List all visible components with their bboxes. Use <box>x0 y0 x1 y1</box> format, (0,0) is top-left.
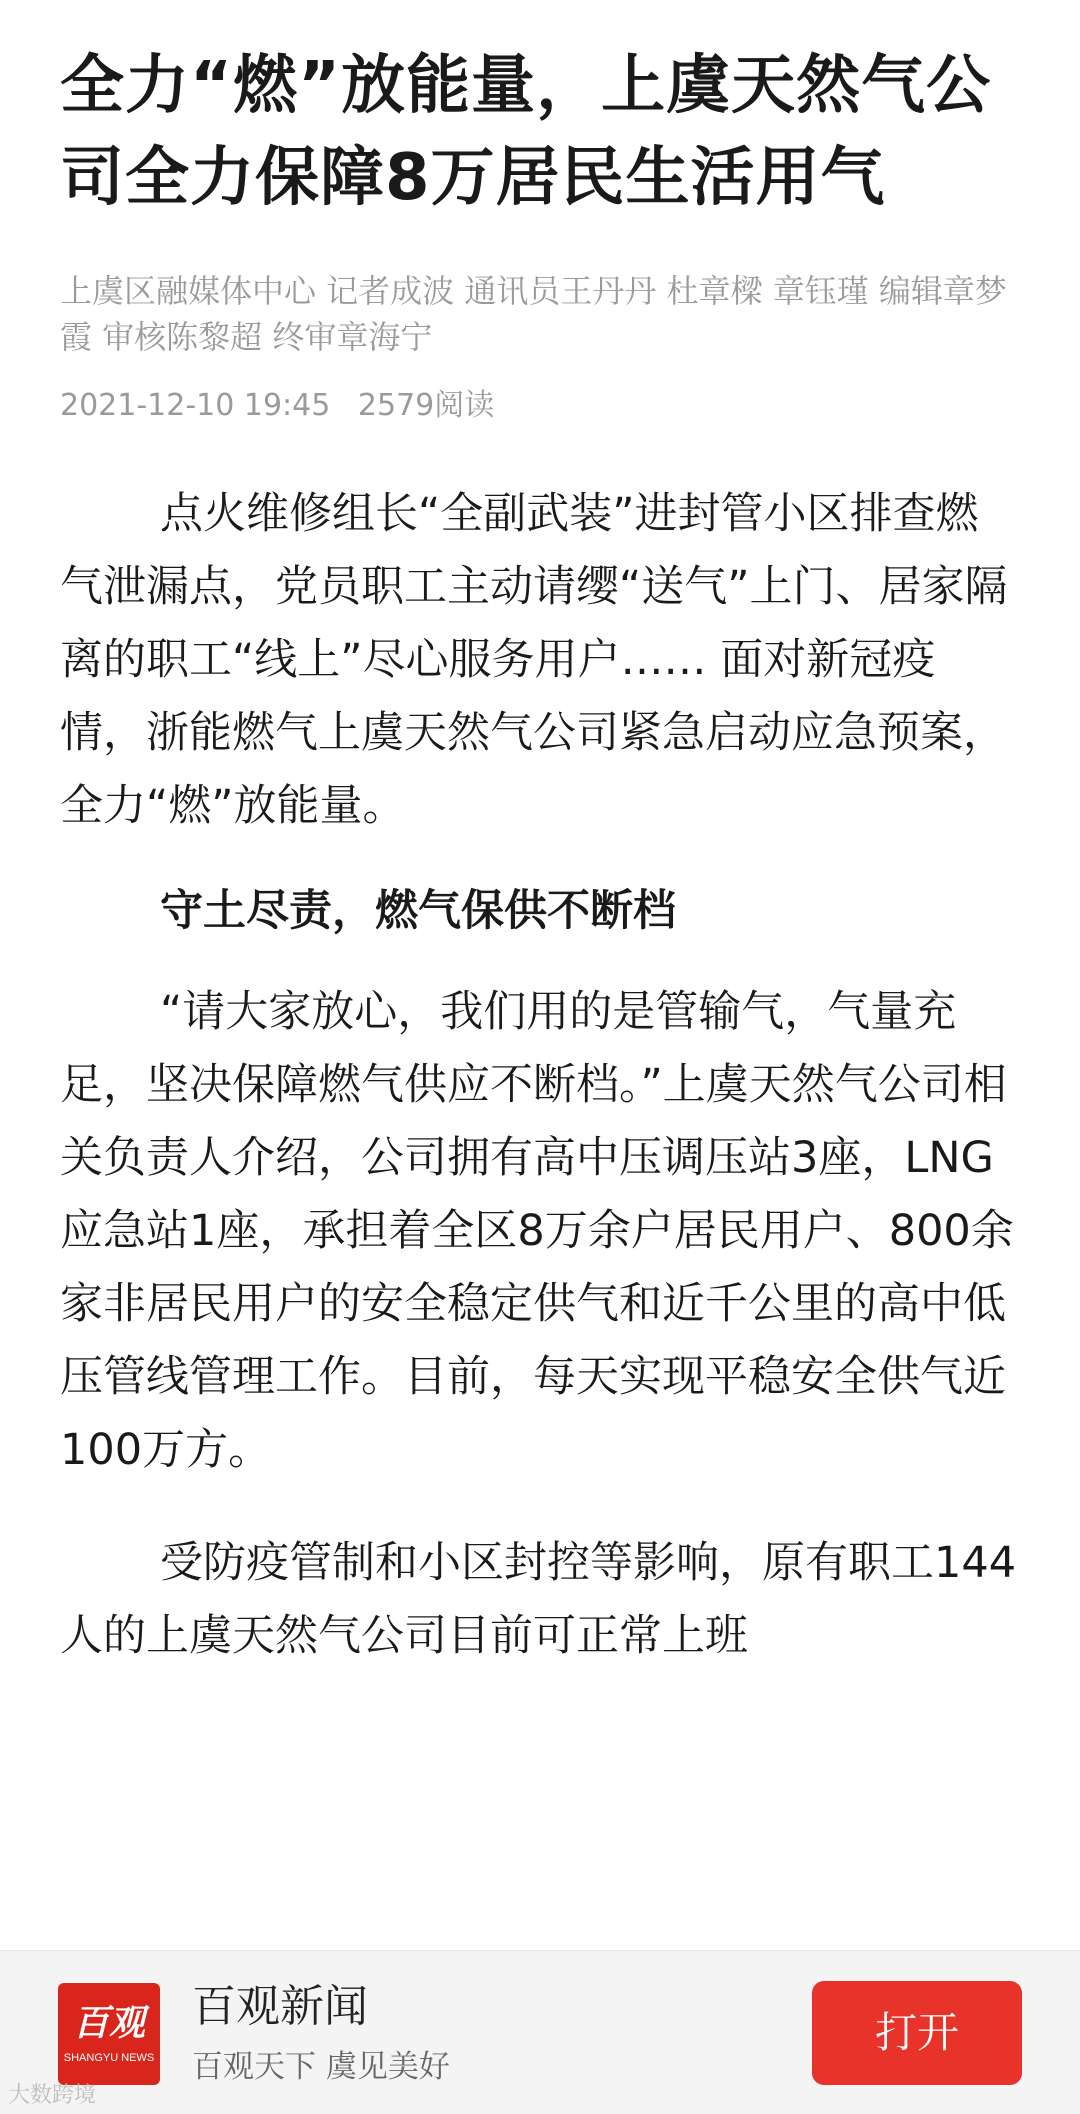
article-meta <box>60 386 1020 426</box>
app-slogan: 百观天下 虞见美好 <box>192 2049 450 2085</box>
article-paragraph-1: 点火维修组长“全副武装”进封管小区排查燃气泄漏点，党员职工主动请缨“送气”上门、居家隔离的职工“线上”尽心服务用户…… 面对新冠疫情，浙能燃气上虞天然气公司紧急启动应急预案，全力“燃”放能量。 <box>60 489 1008 831</box>
article-paragraph-3: 受防疫管制和小区封控等影响，原有职工144人的上虞天然气公司目前可正常上班 <box>60 1538 1017 1661</box>
article-paragraph-2: “请大家放心，我们用的是管输气，气量充足，坚决保障燃气供应不断档。”上虞天然气公司相关负责人介绍，公司拥有高中压调压站3座，LNG应急站1座，承担着全区8万余户居民用户、800余家非居民用户的安全稳定供气和近千公里的高中低压管线管理工作。目前，每天实现平稳安全供气近100万方。 <box>60 987 1014 1475</box>
article-subheading: 守土尽责，燃气保供不断档 <box>160 886 676 936</box>
app-logo <box>58 1983 160 2085</box>
article-title: 全力“燃”放能量，上虞天然气公司全力保障8万居民生活用气 <box>60 49 992 215</box>
open-app-button[interactable]: 打开 <box>812 1981 1022 2085</box>
watermark-text: 大数跨境 <box>8 2083 97 2108</box>
app-download-banner[interactable] <box>0 1950 1080 2114</box>
app-logo-text: 百观 <box>72 2002 145 2044</box>
app-logo-subtext: SHANGYU NEWS <box>63 2052 155 2064</box>
publish-date: 2021-12-10 19:45 <box>60 388 331 423</box>
article-byline: 上虞区融媒体中心 记者成波 通讯员王丹丹 杜章樑 章钰瑾 编辑章梦霞 审核陈黎超 终审章海宁 <box>60 272 1007 356</box>
read-count: 2579阅读 <box>357 388 495 423</box>
article <box>60 40 1020 1673</box>
app-name: 百观新闻 <box>192 1981 368 2032</box>
